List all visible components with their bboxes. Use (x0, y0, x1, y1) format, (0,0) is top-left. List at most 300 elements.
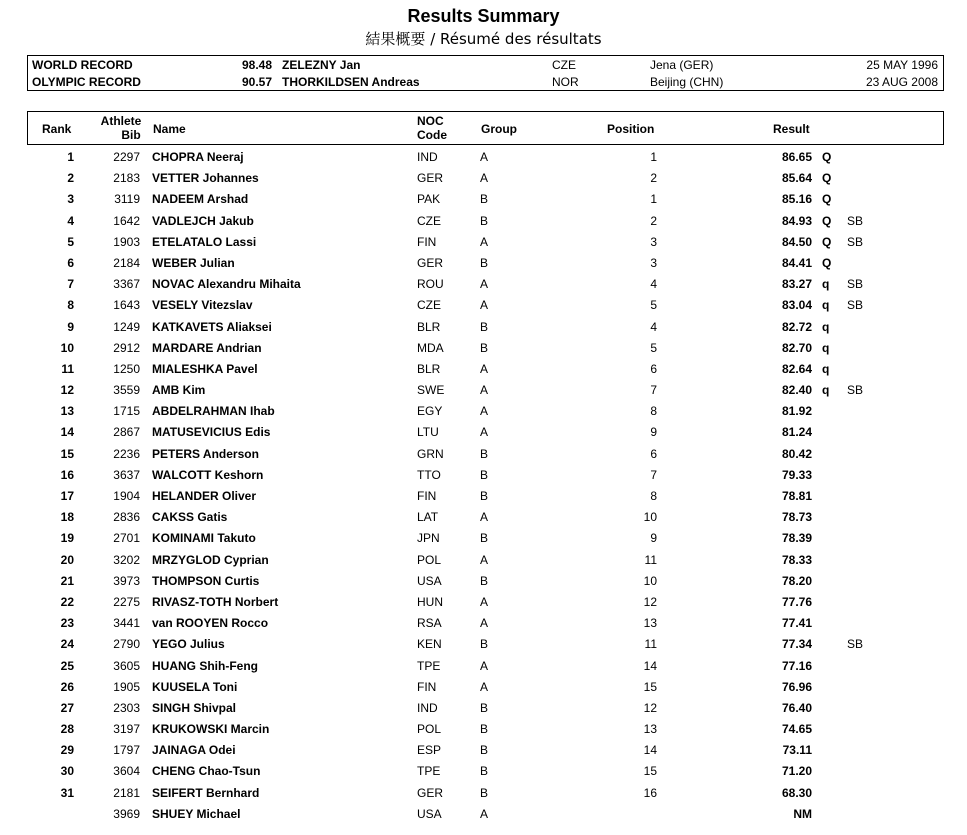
season-best-mark: SB (847, 277, 864, 292)
position-cell: 11 (644, 637, 657, 652)
noc-cell: USA (417, 806, 442, 821)
group-cell: B (480, 722, 489, 737)
athlete-name: PETERS Anderson (152, 446, 259, 461)
result-cell: 82.40 (781, 383, 812, 398)
result-cell: 82.64 (781, 361, 812, 376)
group-cell: A (480, 277, 489, 292)
noc-cell: FIN (417, 679, 437, 694)
result-cell: 82.72 (781, 319, 812, 334)
athlete-name: VADLEJCH Jakub (152, 213, 254, 228)
noc-cell: GRN (417, 446, 444, 461)
noc-cell: PAK (417, 192, 441, 207)
athlete-name: HELANDER Oliver (152, 489, 257, 503)
athlete-name: THOMPSON Curtis (152, 573, 260, 588)
bib-cell: 3559 (113, 383, 140, 398)
column-header-group: Group (481, 122, 517, 136)
position-cell: 2 (650, 213, 657, 228)
record-date: 23 AUG 2008 (865, 75, 938, 89)
rank-cell: 12 (60, 383, 74, 398)
position-cell: 3 (650, 255, 657, 270)
column-header-result: Result (773, 122, 810, 136)
athlete-name: HUANG Shih-Feng (152, 658, 258, 673)
rank-cell: 16 (60, 467, 74, 482)
position-cell: 4 (650, 277, 657, 292)
group-cell: A (480, 361, 489, 376)
group-cell: A (480, 404, 489, 419)
bib-cell: 2275 (113, 594, 140, 609)
position-cell: 15 (643, 764, 657, 779)
position-cell: 10 (643, 573, 657, 588)
athlete-name: CAKSS Gatis (152, 510, 228, 525)
result-cell: 77.34 (781, 637, 812, 652)
result-cell: 76.96 (781, 679, 812, 694)
group-cell: A (480, 658, 489, 673)
position-cell: 12 (643, 594, 657, 609)
page-subtitle: 結果概要 / Résumé des résultats (365, 30, 602, 48)
noc-cell: ESP (417, 743, 442, 758)
qualification-mark: q (822, 277, 830, 292)
noc-cell: USA (417, 573, 442, 588)
record-noc: CZE (552, 58, 576, 72)
table-row (27, 211, 944, 232)
group-cell: A (480, 679, 489, 694)
athlete-name: NADEEM Arshad (152, 192, 249, 207)
group-cell: A (480, 594, 489, 609)
table-row (27, 571, 944, 592)
rank-cell: 1 (67, 150, 74, 164)
rank-cell: 4 (67, 213, 74, 228)
table-row (27, 656, 944, 677)
results-table-header (27, 111, 944, 145)
record-holder: THORKILDSEN Andreas (282, 75, 420, 89)
season-best-mark: SB (847, 213, 864, 228)
rank-cell: 31 (60, 785, 74, 800)
position-cell: 9 (650, 531, 657, 546)
result-cell: 68.30 (781, 785, 812, 800)
athlete-name: YEGO Julius (152, 637, 225, 652)
group-cell: B (480, 785, 489, 800)
noc-cell: HUN (417, 594, 443, 609)
position-cell: 1 (650, 150, 657, 164)
rank-cell: 24 (60, 637, 74, 652)
group-cell: B (480, 531, 489, 546)
table-row (27, 253, 944, 274)
record-mark: 90.57 (241, 75, 272, 89)
column-header-rank: Rank (42, 122, 72, 136)
record-venue: Jena (GER) (650, 58, 714, 72)
rank-cell: 23 (60, 616, 74, 631)
position-cell: 12 (643, 700, 657, 715)
athlete-name: KATKAVETS Aliaksei (152, 319, 272, 334)
group-cell: A (480, 383, 489, 398)
qualification-mark: Q (822, 255, 832, 270)
table-row (27, 189, 944, 210)
athlete-name: AMB Kim (152, 383, 206, 398)
bib-cell: 1797 (113, 743, 140, 758)
qualification-mark: Q (822, 192, 832, 207)
noc-cell: IND (417, 150, 438, 164)
bib-cell: 3119 (114, 192, 140, 207)
athlete-name: SEIFERT Bernhard (152, 785, 260, 800)
position-cell: 5 (650, 340, 657, 355)
table-row (27, 677, 944, 698)
table-row (27, 422, 944, 443)
record-noc: NOR (552, 75, 579, 89)
noc-cell: LAT (417, 510, 439, 525)
result-cell: 85.16 (781, 192, 812, 207)
result-cell: 77.16 (781, 658, 812, 673)
table-row (27, 698, 944, 719)
record-mark: 98.48 (241, 58, 272, 72)
position-cell: 7 (650, 383, 657, 398)
column-header-bib-line1: Athlete (100, 114, 142, 128)
athlete-name: JAINAGA Odei (152, 743, 236, 758)
bib-cell: 2790 (113, 637, 140, 652)
rank-cell: 17 (60, 489, 74, 503)
athlete-name: SINGH Shivpal (152, 700, 237, 715)
position-cell: 13 (643, 722, 657, 737)
athlete-name: ABDELRAHMAN Ihab (152, 404, 275, 419)
bib-cell: 3605 (113, 658, 140, 673)
table-row (27, 550, 944, 571)
noc-cell: GER (417, 171, 444, 186)
bib-cell: 2183 (113, 171, 140, 186)
table-row (27, 317, 944, 338)
noc-cell: IND (417, 700, 438, 715)
season-best-mark: SB (847, 234, 864, 249)
bib-cell: 1715 (113, 404, 140, 419)
bib-cell: 2181 (113, 785, 140, 800)
position-cell: 1 (650, 192, 657, 207)
season-best-mark: SB (847, 298, 864, 313)
position-cell: 3 (650, 234, 657, 249)
bib-cell: 3197 (113, 722, 140, 737)
group-cell: B (480, 489, 489, 503)
record-label: WORLD RECORD (32, 58, 133, 72)
qualification-mark: q (822, 298, 830, 313)
noc-cell: JPN (417, 531, 440, 546)
results-table-body (27, 147, 944, 825)
noc-cell: BLR (417, 361, 441, 376)
noc-cell: ROU (417, 277, 444, 292)
group-cell: A (480, 510, 489, 525)
olympic-record-row (28, 74, 943, 91)
table-row (27, 804, 944, 825)
group-cell: A (480, 298, 489, 313)
table-row (27, 613, 944, 634)
result-cell: 79.33 (781, 467, 812, 482)
bib-cell: 1643 (113, 298, 140, 313)
table-row (27, 740, 944, 761)
bib-cell: 1250 (113, 361, 140, 376)
noc-cell: CZE (417, 213, 441, 228)
rank-cell: 30 (60, 764, 74, 779)
noc-cell: GER (417, 785, 444, 800)
bib-cell: 3973 (113, 573, 140, 588)
result-cell: 82.70 (781, 340, 812, 355)
position-cell: 10 (643, 510, 657, 525)
result-cell: 78.33 (781, 552, 812, 567)
result-cell: 74.65 (781, 722, 812, 737)
table-row (27, 486, 944, 507)
rank-cell: 11 (61, 361, 74, 376)
rank-cell: 15 (60, 446, 74, 461)
column-header-bib (98, 114, 144, 142)
group-cell: B (480, 213, 489, 228)
athlete-name: MRZYGLOD Cyprian (152, 552, 269, 567)
rank-cell: 2 (67, 171, 74, 186)
athlete-name: CHOPRA Neeraj (152, 150, 244, 164)
group-cell: A (480, 552, 489, 567)
qualification-mark: Q (822, 234, 832, 249)
group-cell: A (480, 171, 489, 186)
result-cell: 78.20 (781, 573, 812, 588)
rank-cell: 27 (60, 700, 74, 715)
position-cell: 11 (644, 552, 657, 567)
rank-cell: 8 (67, 298, 74, 313)
records-box (27, 55, 944, 91)
result-cell: 78.39 (781, 531, 812, 546)
athlete-name: van ROOYEN Rocco (152, 616, 269, 631)
qualification-mark: q (822, 383, 830, 398)
noc-cell: SWE (417, 383, 445, 398)
table-row (27, 380, 944, 401)
result-cell: 76.40 (781, 700, 812, 715)
bib-cell: 3604 (113, 764, 140, 779)
record-holder: ZELEZNY Jan (282, 58, 361, 72)
result-cell: 84.93 (781, 213, 812, 228)
page-title: Results Summary (407, 6, 560, 26)
result-cell: 86.65 (781, 150, 812, 164)
athlete-name: KRUKOWSKI Marcin (152, 722, 270, 737)
athlete-name: MIALESHKA Pavel (152, 361, 258, 376)
position-cell: 8 (650, 404, 657, 419)
column-header-noc (417, 114, 447, 142)
bib-cell: 3969 (113, 806, 140, 821)
group-cell: B (480, 319, 489, 334)
column-header-bib-line2: Bib (121, 128, 141, 142)
column-header-position: Position (607, 122, 655, 136)
group-cell: A (480, 234, 489, 249)
group-cell: B (480, 467, 489, 482)
noc-cell: FIN (417, 234, 437, 249)
result-cell: 78.81 (781, 489, 812, 503)
column-header-noc-line1: NOC (417, 114, 444, 128)
group-cell: A (480, 806, 489, 821)
qualification-mark: q (822, 361, 830, 376)
group-cell: A (480, 150, 489, 164)
table-row (27, 634, 944, 655)
table-row (27, 359, 944, 380)
athlete-name: RIVASZ-TOTH Norbert (152, 594, 279, 609)
bib-cell: 1905 (113, 679, 140, 694)
noc-cell: POL (417, 722, 442, 737)
qualification-mark: Q (822, 150, 832, 164)
table-row (27, 147, 944, 168)
position-cell: 13 (643, 616, 657, 631)
bib-cell: 3637 (113, 467, 140, 482)
group-cell: B (480, 764, 489, 779)
table-row (27, 168, 944, 189)
qualification-mark: Q (822, 213, 832, 228)
position-cell: 14 (643, 743, 657, 758)
rank-cell: 19 (60, 531, 74, 546)
noc-cell: POL (417, 552, 442, 567)
table-row (27, 274, 944, 295)
result-cell: 77.76 (781, 594, 812, 609)
position-cell: 16 (643, 785, 657, 800)
rank-cell: 5 (67, 234, 74, 249)
table-row (27, 783, 944, 804)
rank-cell: 28 (60, 722, 74, 737)
result-cell: 71.20 (781, 764, 812, 779)
noc-cell: GER (417, 255, 444, 270)
qualification-mark: q (822, 319, 830, 334)
result-cell: 83.27 (781, 277, 812, 292)
bib-cell: 2701 (113, 531, 140, 546)
position-cell: 6 (650, 446, 657, 461)
result-cell: 85.64 (781, 171, 812, 186)
athlete-name: ETELATALO Lassi (152, 234, 257, 249)
rank-cell: 10 (60, 340, 74, 355)
rank-cell: 7 (67, 277, 74, 292)
season-best-mark: SB (847, 637, 864, 652)
qualification-mark: Q (822, 171, 832, 186)
athlete-name: SHUEY Michael (152, 806, 241, 821)
noc-cell: BLR (417, 319, 441, 334)
table-row (27, 528, 944, 549)
group-cell: A (480, 616, 489, 631)
rank-cell: 21 (60, 573, 74, 588)
noc-cell: FIN (417, 489, 437, 503)
rank-cell: 13 (60, 404, 74, 419)
group-cell: A (480, 425, 489, 440)
athlete-name: VETTER Johannes (152, 171, 259, 186)
group-cell: B (480, 340, 489, 355)
rank-cell: 18 (60, 510, 74, 525)
group-cell: B (480, 192, 489, 207)
table-row (27, 401, 944, 422)
group-cell: B (480, 255, 489, 270)
rank-cell: 9 (67, 319, 74, 334)
bib-cell: 3202 (113, 552, 140, 567)
athlete-name: CHENG Chao-Tsun (152, 764, 261, 779)
noc-cell: EGY (417, 404, 443, 419)
bib-cell: 2297 (113, 150, 140, 164)
column-header-name: Name (153, 122, 186, 136)
athlete-name: MATUSEVICIUS Edis (152, 425, 271, 440)
bib-cell: 2867 (113, 425, 140, 440)
position-cell: 4 (650, 319, 657, 334)
position-cell: 15 (643, 679, 657, 694)
result-cell: NM (793, 806, 812, 821)
table-row (27, 444, 944, 465)
bib-cell: 2912 (113, 340, 140, 355)
noc-cell: LTU (417, 425, 439, 440)
qualification-mark: q (822, 340, 830, 355)
bib-cell: 1904 (113, 489, 140, 503)
noc-cell: RSA (417, 616, 442, 631)
table-row (27, 761, 944, 782)
position-cell: 7 (650, 467, 657, 482)
group-cell: B (480, 637, 489, 652)
result-cell: 80.42 (781, 446, 812, 461)
bib-cell: 2236 (113, 446, 140, 461)
record-label: OLYMPIC RECORD (32, 75, 141, 89)
rank-cell: 25 (60, 658, 74, 673)
position-cell: 5 (650, 298, 657, 313)
record-date: 25 MAY 1996 (866, 58, 938, 72)
position-cell: 14 (643, 658, 657, 673)
position-cell: 8 (650, 489, 657, 503)
table-row (27, 232, 944, 253)
result-cell: 84.41 (781, 255, 812, 270)
group-cell: B (480, 743, 489, 758)
noc-cell: TPE (417, 658, 441, 673)
athlete-name: KOMINAMI Takuto (152, 531, 256, 546)
position-cell: 2 (650, 171, 657, 186)
season-best-mark: SB (847, 383, 864, 398)
athlete-name: VESELY Vitezslav (152, 298, 253, 313)
result-cell: 77.41 (781, 616, 812, 631)
result-cell: 81.24 (781, 425, 812, 440)
athlete-name: WALCOTT Keshorn (152, 467, 264, 482)
athlete-name: MARDARE Andrian (152, 340, 262, 355)
noc-cell: CZE (417, 298, 441, 313)
bib-cell: 2836 (113, 510, 140, 525)
noc-cell: KEN (417, 637, 442, 652)
rank-cell: 20 (60, 552, 74, 567)
result-cell: 81.92 (781, 404, 812, 419)
table-row (27, 592, 944, 613)
table-row (27, 295, 944, 316)
table-row (27, 507, 944, 528)
athlete-name: WEBER Julian (152, 255, 235, 270)
bib-cell: 1903 (113, 234, 140, 249)
table-row (27, 719, 944, 740)
noc-cell: MDA (417, 340, 444, 355)
result-cell: 83.04 (781, 298, 812, 313)
rank-cell: 6 (67, 255, 74, 270)
noc-cell: TPE (417, 764, 441, 779)
result-cell: 78.73 (781, 510, 812, 525)
bib-cell: 1642 (113, 213, 140, 228)
position-cell: 6 (650, 361, 657, 376)
noc-cell: TTO (417, 467, 441, 482)
rank-cell: 14 (60, 425, 74, 440)
bib-cell: 1249 (113, 319, 140, 334)
world-record-row (28, 57, 943, 74)
bib-cell: 3367 (113, 277, 140, 292)
result-cell: 84.50 (781, 234, 812, 249)
athlete-name: NOVAC Alexandru Mihaita (152, 277, 301, 292)
group-cell: B (480, 573, 489, 588)
rank-cell: 29 (60, 743, 74, 758)
table-row (27, 338, 944, 359)
group-cell: B (480, 700, 489, 715)
rank-cell: 3 (67, 192, 74, 207)
record-venue: Beijing (CHN) (650, 75, 724, 89)
rank-cell: 22 (60, 594, 74, 609)
column-header-noc-line2: Code (417, 128, 447, 142)
rank-cell: 26 (60, 679, 74, 694)
result-cell: 73.11 (782, 743, 812, 758)
table-row (27, 465, 944, 486)
athlete-name: KUUSELA Toni (152, 679, 238, 694)
bib-cell: 2303 (113, 700, 140, 715)
bib-cell: 3441 (113, 616, 140, 631)
bib-cell: 2184 (113, 255, 140, 270)
